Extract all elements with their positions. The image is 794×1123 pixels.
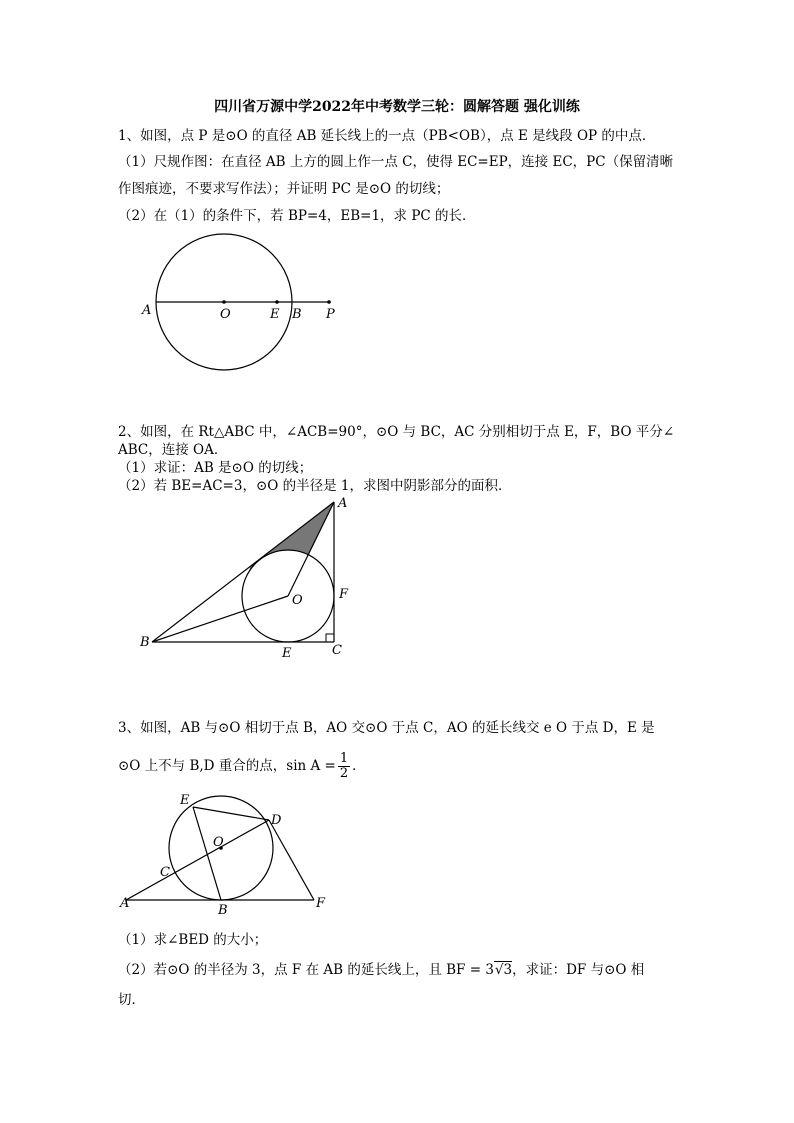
q1-part2: （2）在（1）的条件下，若 BP=4，EB=1，求 PC 的长． <box>118 208 476 224</box>
q1-label-b: B <box>292 307 302 322</box>
q2-stem-line2: ABC，连接 OA． <box>118 442 228 458</box>
q3-sqrt-value: 3 <box>503 962 513 978</box>
q3-label-b: B <box>218 903 228 918</box>
q3-part2-line1 <box>118 958 644 978</box>
q2-part2: （2）若 BE=AC=3，⊙O 的半径是 1，求图中阴影部分的面积． <box>118 478 512 494</box>
q1-label-p: P <box>326 307 335 322</box>
q3-part2-text-end: ，求证：DF 与⊙O 相 <box>512 962 645 978</box>
q3-label-d: D <box>271 813 282 828</box>
q3-part2-line2: 切． <box>118 992 145 1008</box>
q1-label-e: E <box>270 307 280 322</box>
q2-label-f: F <box>339 587 349 602</box>
q2-stem-line1: 2、如图，在 Rt△ABC 中，∠ACB=90°，⊙O 与 BC，AC 分别相切于点 E，F，BO 平分∠ <box>118 424 675 440</box>
q3-part2-text: （2）若⊙O 的半径为 3，点 F 在 AB 的延长线上，且 BF = 3 <box>118 962 494 978</box>
q1-label-o: O <box>220 307 231 322</box>
q3-line-eb <box>193 807 221 900</box>
q2-label-e: E <box>282 646 292 661</box>
q1-figure <box>140 232 350 372</box>
q1-part1-line1: （1）尺规作图：在直径 AB 上方的圆上作一点 C，使得 EC=EP，连接 EC，PC（保留清晰 <box>118 154 674 170</box>
q3-label-o: O <box>213 835 224 850</box>
q3-part1: （1）求∠BED 的大小； <box>118 932 268 948</box>
q2-label-o: O <box>292 593 303 608</box>
q2-label-a: A <box>338 496 348 511</box>
q3-label-a: A <box>120 896 130 911</box>
q2-part1: （1）求证：AB 是⊙O 的切线； <box>118 460 313 476</box>
q2-right-angle-mark <box>326 634 334 642</box>
q2-label-b: B <box>140 635 150 650</box>
q3-stem-line2 <box>118 752 366 781</box>
q3-line-ad <box>126 820 269 900</box>
q1-point-p <box>327 300 331 304</box>
q1-point-e <box>275 300 279 304</box>
q3-sqrt: √3 <box>494 962 513 978</box>
q2-figure <box>138 494 353 664</box>
q3-fraction <box>338 752 350 781</box>
q1-label-a: A <box>142 303 152 318</box>
q1-part1-line2: 作图痕迹，不要求写作法）；并证明 PC 是⊙O 的切线； <box>118 181 450 197</box>
q3-stem-line2-end: ． <box>352 758 366 774</box>
q3-fraction-denominator: 2 <box>339 766 349 781</box>
q3-label-f: F <box>316 896 326 911</box>
page-title: 四川省万源中学2022年中考数学三轮：圆解答题 强化训练 <box>214 99 580 115</box>
q3-fraction-numerator: 1 <box>339 751 349 766</box>
q3-line-ed <box>193 807 269 820</box>
q3-stem-line1: 3、如图，AB 与⊙O 相切于点 B，AO 交⊙O 于点 C，AO 的延长线交 e O 于点 D，E 是 <box>118 720 655 736</box>
q3-figure <box>118 790 333 918</box>
q2-label-c: C <box>332 643 342 658</box>
q1-point-o <box>222 300 226 304</box>
q3-stem-line2-text: ⊙O 上不与 B,D 重合的点，sin A = <box>118 758 336 774</box>
q1-stem: 1、如图，点 P 是⊙O 的直径 AB 延长线上的一点（PB<OB），点 E 是线段 OP 的中点． <box>118 128 656 144</box>
q3-label-e: E <box>180 793 190 808</box>
q3-label-c: C <box>160 865 170 880</box>
q3-line-df <box>269 820 314 900</box>
